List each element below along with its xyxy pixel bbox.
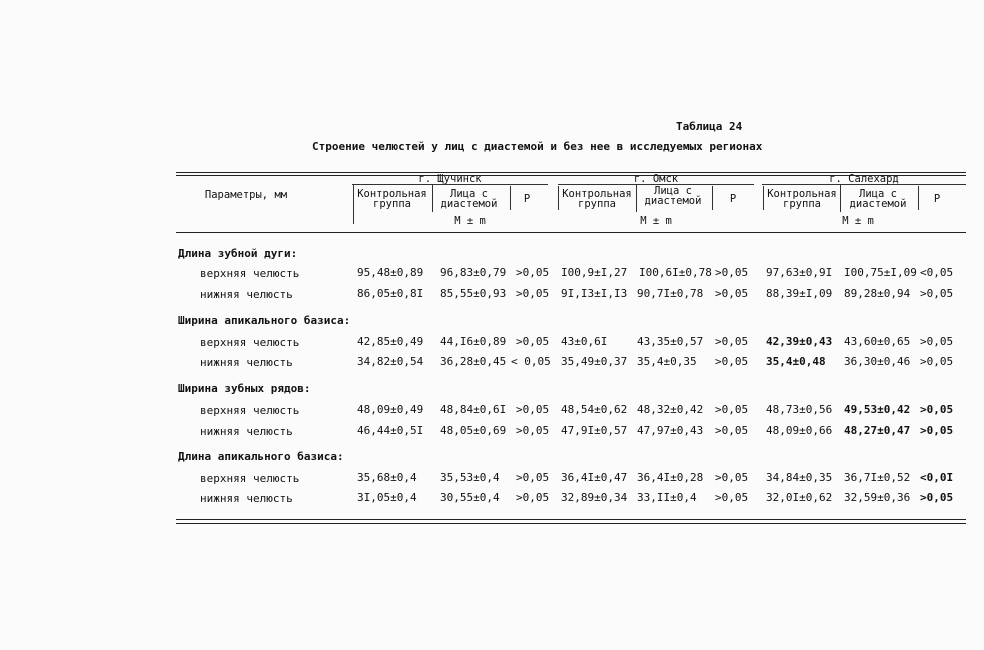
table-cell: 48,54±0,62 [561,403,628,416]
table-cell: 43,60±0,65 [844,335,911,348]
col-control-line1: Контрольная [357,188,427,200]
table-cell: 48,05±0,69 [440,424,507,437]
table-cell: 33,II±0,4 [637,491,697,504]
table-cell: >0,05 [715,403,749,416]
table-cell: >0,05 [920,491,954,504]
table-cell: >0,05 [920,335,954,348]
table-cell: >0,05 [516,287,550,300]
table-cell: >0,05 [516,335,550,348]
table-cell: 35,53±0,4 [440,471,500,484]
table-cell: 36,30±0,46 [844,355,911,368]
region-name-omsk: г. Омск [558,174,754,185]
table-cell: <0,05 [920,266,954,279]
col-p-header: P [933,193,941,205]
col-separator [712,186,713,210]
table-cell: 34,84±0,35 [766,471,833,484]
col-control-line1: Контрольная [562,188,632,200]
table-cell: 46,44±0,5I [357,424,424,437]
table-cell: >0,05 [920,355,954,368]
table-cell: 9I,I3±I,I3 [561,287,628,300]
table-cell: 43±0,6I [561,335,608,348]
table-bottom-rule-2 [176,523,966,524]
row-label: нижняя челюсть [200,425,293,438]
table-number: Таблица 24 [676,120,743,133]
col-control-line2: группа [783,198,821,210]
table-cell: 90,7I±0,78 [637,287,704,300]
stat-label: M ± m [842,215,874,227]
table-cell: 42,39±0,43 [766,335,833,348]
row-label: нижняя челюсть [200,492,293,505]
col-diastema-line1: Лица с [450,188,488,200]
table-cell: 47,9I±0,57 [561,424,628,437]
table-cell: 85,55±0,93 [440,287,507,300]
table-cell: 86,05±0,8I [357,287,424,300]
stat-label: M ± m [454,215,486,227]
table-cell: >0,05 [516,491,550,504]
table-cell: 47,97±0,43 [637,424,704,437]
table-cell: 34,82±0,54 [357,355,424,368]
table-cell: 48,32±0,42 [637,403,704,416]
table-cell: >0,05 [715,266,749,279]
col-diastema-line2: диастемой [644,195,702,207]
col-p-header: P [729,193,737,205]
table-cell: 32,89±0,34 [561,491,628,504]
table-cell: 95,48±0,89 [357,266,424,279]
table-cell: 35,4±0,48 [766,355,826,368]
group-label: Длина зубной дуги: [178,247,298,260]
header-bottom-rule [176,232,966,233]
col-diastema-line2: диастемой [440,198,498,210]
row-label: нижняя челюсть [200,356,293,369]
col-separator [353,184,354,224]
table-cell: >0,05 [715,471,749,484]
table-cell: 42,85±0,49 [357,335,424,348]
col-control-line2: группа [578,198,616,210]
table-cell: 43,35±0,57 [637,335,704,348]
table-cell: 48,84±0,6I [440,403,507,416]
table-cell: >0,05 [516,471,550,484]
table-cell: <0,0I [920,471,954,484]
table-cell: >0,05 [715,335,749,348]
region-header-shuchinsk [352,174,548,185]
region-header-omsk [558,174,754,185]
group-label: Ширина апикального базиса: [178,314,351,327]
table-cell: 48,73±0,56 [766,403,833,416]
col-diastema-line2: диастемой [849,198,907,210]
col-control-header [764,189,840,209]
table-cell: >0,05 [715,491,749,504]
region-name-shuchinsk: г. Щучинск [352,174,548,185]
col-separator [558,186,559,210]
col-diastema-header [433,189,505,209]
col-control-header [355,189,429,209]
table-cell: 89,28±0,94 [844,287,911,300]
table-cell: 35,68±0,4 [357,471,417,484]
table-cell: >0,05 [920,424,954,437]
table-cell: 32,59±0,36 [844,491,911,504]
table-cell: >0,05 [516,266,550,279]
table-bottom-rule [176,519,966,520]
param-header: Параметры, мм [204,189,288,201]
table-cell: 48,09±0,66 [766,424,833,437]
table-title: Строение челюстей у лиц с диастемой и без нее в исследуемых регионах [312,140,763,153]
table-cell: < 0,05 [511,355,551,368]
table-cell: 3I,05±0,4 [357,491,417,504]
table-cell: 97,63±0,9I [766,266,833,279]
col-p-header: P [523,193,531,205]
table-cell: 48,09±0,49 [357,403,424,416]
col-diastema-line1: Лица с [654,185,692,197]
region-header-salekhard [762,174,966,185]
col-diastema-header [842,189,914,209]
table-cell: I00,9±I,27 [561,266,628,279]
table-cell: 36,4I±0,28 [637,471,704,484]
stat-label: M ± m [640,215,672,227]
table-cell: >0,05 [715,424,749,437]
col-control-line2: группа [373,198,411,210]
table-cell: 32,0I±0,62 [766,491,833,504]
table-cell: 35,49±0,37 [561,355,628,368]
table-cell: 96,83±0,79 [440,266,507,279]
table-cell: >0,05 [516,403,550,416]
table-cell: I00,75±I,09 [844,266,917,279]
region-name-salekhard: г. Салехард [762,174,966,185]
table-cell: 35,4±0,35 [637,355,697,368]
table-cell: 30,55±0,4 [440,491,500,504]
table-cell: 36,7I±0,52 [844,471,911,484]
table-cell: 49,53±0,42 [844,403,911,416]
group-label: Длина апикального базиса: [178,450,344,463]
row-label: верхняя челюсть [200,472,300,485]
group-label: Ширина зубных рядов: [178,382,311,395]
table-cell: 88,39±I,09 [766,287,833,300]
col-control-line1: Контрольная [767,188,837,200]
table-cell: 44,I6±0,89 [440,335,507,348]
col-control-header [560,189,634,209]
table-cell: >0,05 [516,424,550,437]
table-cell: 36,4I±0,47 [561,471,628,484]
col-diastema-line1: Лица с [859,188,897,200]
row-label: верхняя челюсть [200,404,300,417]
col-separator [510,186,511,210]
col-diastema-header [637,186,709,206]
col-separator [840,184,841,212]
row-label: верхняя челюсть [200,336,300,349]
col-separator [918,186,919,210]
table-cell: I00,6I±0,78 [639,266,712,279]
table-cell: >0,05 [920,287,954,300]
table-cell: >0,05 [715,287,749,300]
table-cell: >0,05 [920,403,954,416]
row-label: верхняя челюсть [200,267,300,280]
table-cell: 36,28±0,45 [440,355,507,368]
table-cell: 48,27±0,47 [844,424,911,437]
row-label: нижняя челюсть [200,288,293,301]
table-cell: >0,05 [715,355,749,368]
